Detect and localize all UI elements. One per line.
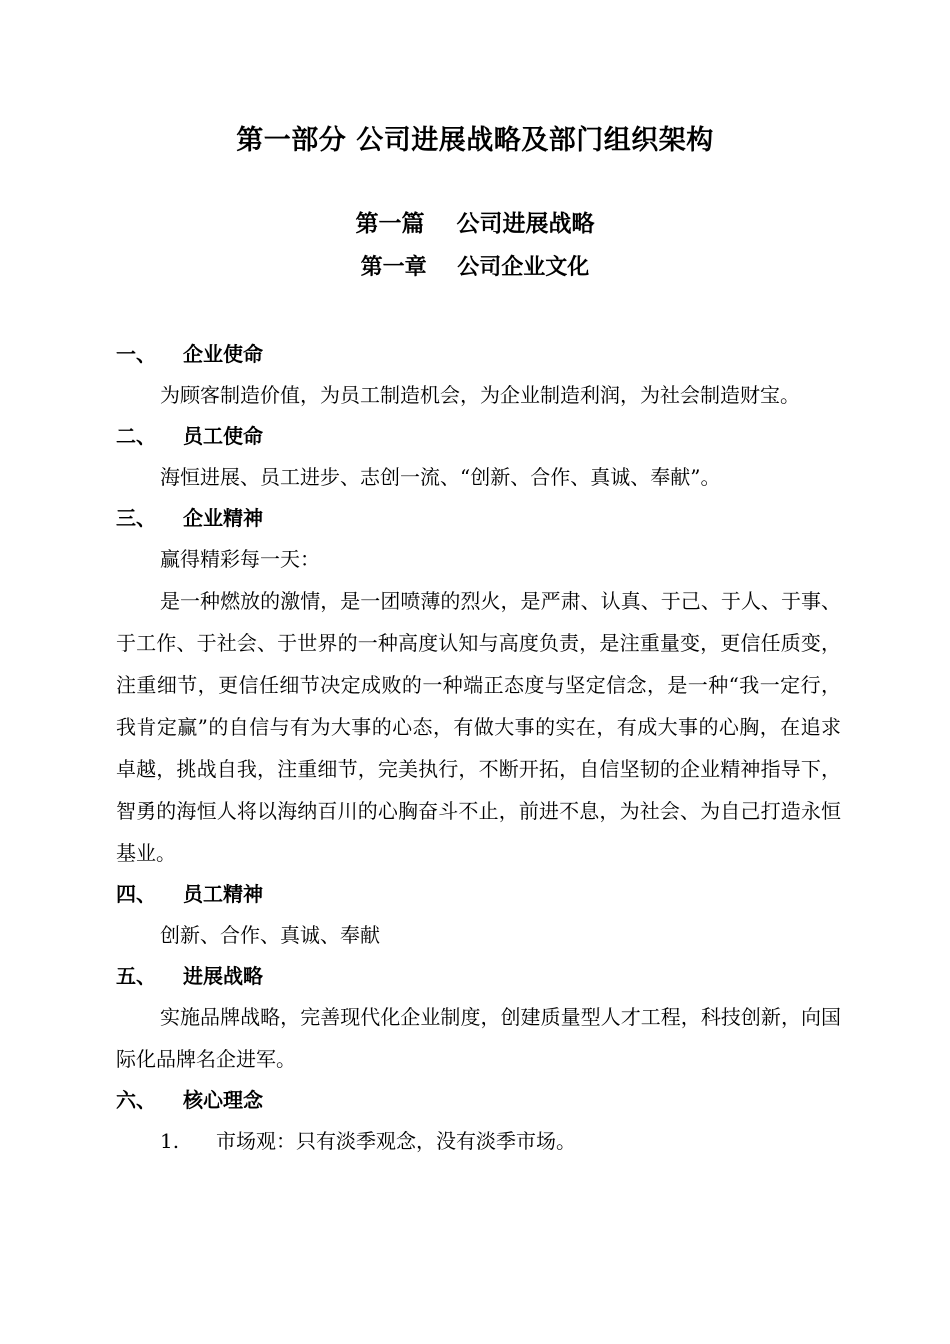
piece-title: 第一篇 公司进展战略 xyxy=(355,210,595,237)
list-item xyxy=(116,1120,841,1162)
section-number: 一、 xyxy=(116,342,156,366)
paragraph: 创新、合作、真诚、奉献 xyxy=(160,923,380,947)
section-title: 企业精神 xyxy=(183,506,263,530)
section-number: 五、 xyxy=(116,964,156,988)
section-title: 核心理念 xyxy=(183,1088,263,1112)
section-number: 六、 xyxy=(116,1088,156,1112)
part-title: 第一部分 公司进展战略及部门组织架构 xyxy=(236,125,714,156)
paragraph: 为顾客制造价值，为员工制造机会，为企业制造利润，为社会制造财宝。 xyxy=(160,383,800,407)
section-title: 员工精神 xyxy=(183,882,263,906)
list-item-text: 市场观：只有淡季观念，没有淡季市场。 xyxy=(216,1129,576,1153)
section-number: 三、 xyxy=(116,506,156,530)
paragraph: 实施品牌战略，完善现代化企业制度，创建质量型人才工程，科技创新，向国际化品牌名企进军。 xyxy=(116,1005,841,1071)
section-heading xyxy=(116,1080,841,1120)
section-title: 进展战略 xyxy=(183,964,263,988)
section-heading xyxy=(116,416,841,456)
section-heading xyxy=(116,498,841,538)
section-heading xyxy=(116,874,841,914)
paragraph: 海恒进展、员工进步、志创一流、“创新、合作、真诚、奉献”。 xyxy=(160,465,721,489)
paragraph: 赢得精彩每一天： xyxy=(160,547,320,571)
section-number: 四、 xyxy=(116,882,156,906)
paragraph: 是一种燃放的激情，是一团喷薄的烈火，是严肃、认真、于己、于人、于事、于工作、于社会、于世界的一种高度认知与高度负责，是注重量变，更信任质变，注重细节，更信任细节决定成败的一种端正态度与坚定信念，是一种“我一定行，我肯定赢”的自信与有为大事的心态，有做大事的实在，有成大事的心胸，在追求卓越，挑战自我，注重细节，完美执行，不断开拓，自信坚韧的企业精神指导下，智勇的海恒人将以海纳百川的心胸奋斗不止，前进不息，为社会、为自己打造永恒基业。 xyxy=(116,589,841,865)
document-body xyxy=(116,334,841,1162)
chapter-title: 第一章 公司企业文化 xyxy=(360,254,590,280)
section-title: 企业使命 xyxy=(183,342,263,366)
list-item-number: 1. xyxy=(160,1129,180,1153)
section-heading xyxy=(116,334,841,374)
section-title: 员工使命 xyxy=(183,424,263,448)
section-number: 二、 xyxy=(116,424,156,448)
section-heading xyxy=(116,956,841,996)
